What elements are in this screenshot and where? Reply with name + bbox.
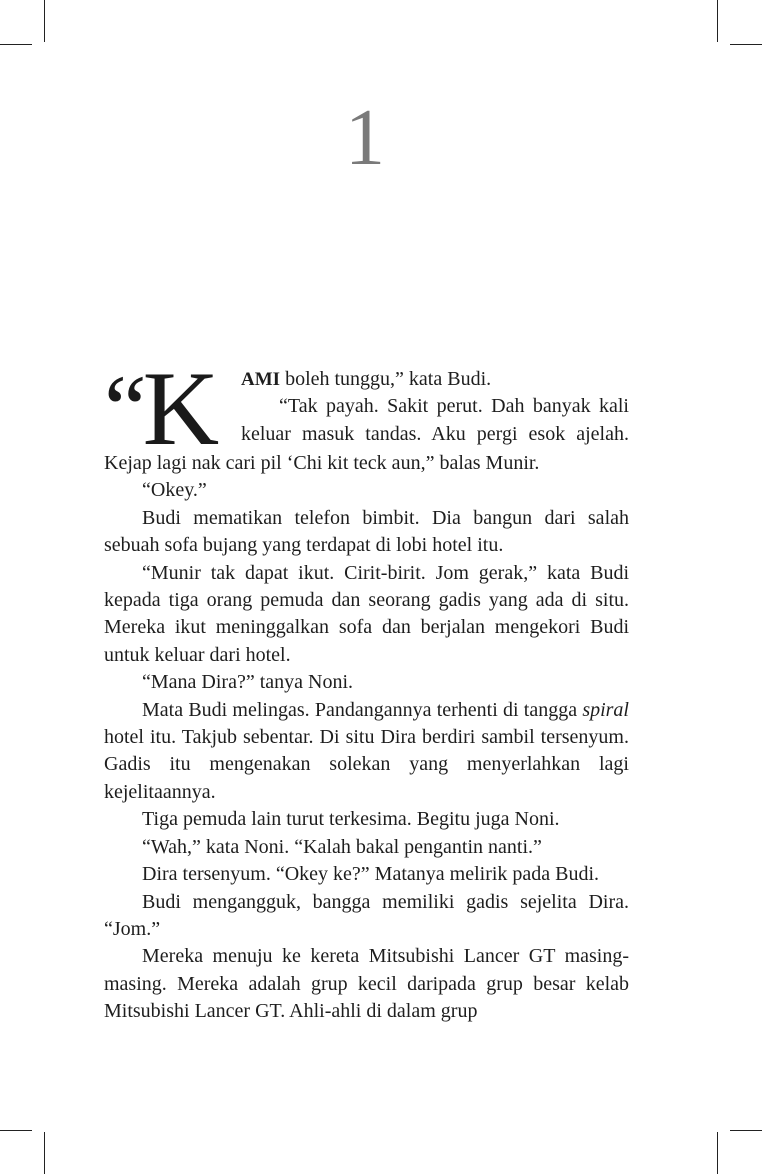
paragraph-text: Mata Budi melingas. Pandangannya terhenti di tangga xyxy=(142,698,583,721)
paragraph: Mereka menuju ke kereta Mitsubishi Lancer GT masing-masing. Mereka adalah grup kecil daripada grup besar kelab Mitsubishi Lancer GT. Ahli-ahli di dalam grup xyxy=(104,945,629,1023)
paragraph: “Wah,” kata Noni. “Kalah bakal pengantin nanti.” xyxy=(142,835,542,858)
drop-cap-letter: K xyxy=(142,350,220,467)
paragraph-line: Kejap lagi nak cari pil ‘Chi kit teck aun,” balas Munir. xyxy=(104,452,540,474)
opening-smallcaps: AMI xyxy=(241,369,281,390)
paragraph: “Munir tak dapat ikut. Cirit-birit. Jom gerak,” kata Budi kepada tiga orang pemuda dan seorang gadis yang ada di situ. Mereka ikut meninggalkan sofa dan berjalan mengekori Budi untuk keluar dari hotel. xyxy=(104,561,629,666)
crop-mark-bottom-left-horizontal xyxy=(0,1130,32,1131)
paragraph: “Okey.” xyxy=(142,479,207,502)
paragraph xyxy=(104,697,629,807)
paragraph: Budi mematikan telefon bimbit. Dia bangun dari salah sebuah sofa bujang yang terdapat di lobi hotel itu. xyxy=(104,506,629,557)
paragraph-line: keluar masuk tandas. Aku pergi esok ajelah. xyxy=(241,422,629,445)
crop-mark-bottom-left-vertical xyxy=(44,1132,45,1174)
italic-word: spiral xyxy=(582,698,629,721)
crop-mark-top-right-vertical xyxy=(717,0,718,42)
paragraph-line: “Tak payah. Sakit perut. Dah banyak kali xyxy=(279,395,629,418)
paragraph: Dira tersenyum. “Okey ke?” Matanya melirik pada Budi. xyxy=(142,863,600,886)
paragraph xyxy=(104,450,629,477)
opening-rest: boleh tunggu,” kata Budi. xyxy=(280,368,492,390)
chapter-number: 1 xyxy=(345,94,385,182)
chapter-body xyxy=(104,350,629,1026)
crop-mark-top-left-horizontal xyxy=(0,44,32,45)
paragraph: Budi mengangguk, bangga memiliki gadis sejelita Dira. “Jom.” xyxy=(104,890,629,940)
crop-mark-top-left-vertical xyxy=(44,0,45,42)
crop-mark-bottom-right-horizontal xyxy=(730,1130,762,1131)
drop-cap-quote: “ xyxy=(104,355,143,462)
paragraph-text: hotel itu. Takjub sebentar. Di situ Dira berdiri sambil tersenyum. Gadis itu mengenakan solekan yang menyerlahkan lagi kejelitaannya. xyxy=(104,726,629,803)
paragraph: Tiga pemuda lain turut terkesima. Begitu juga Noni. xyxy=(142,808,560,831)
drop-cap xyxy=(104,350,237,467)
crop-mark-top-right-horizontal xyxy=(730,44,762,45)
paragraph: “Mana Dira?” tanya Noni. xyxy=(142,671,354,694)
crop-mark-bottom-right-vertical xyxy=(717,1132,718,1174)
